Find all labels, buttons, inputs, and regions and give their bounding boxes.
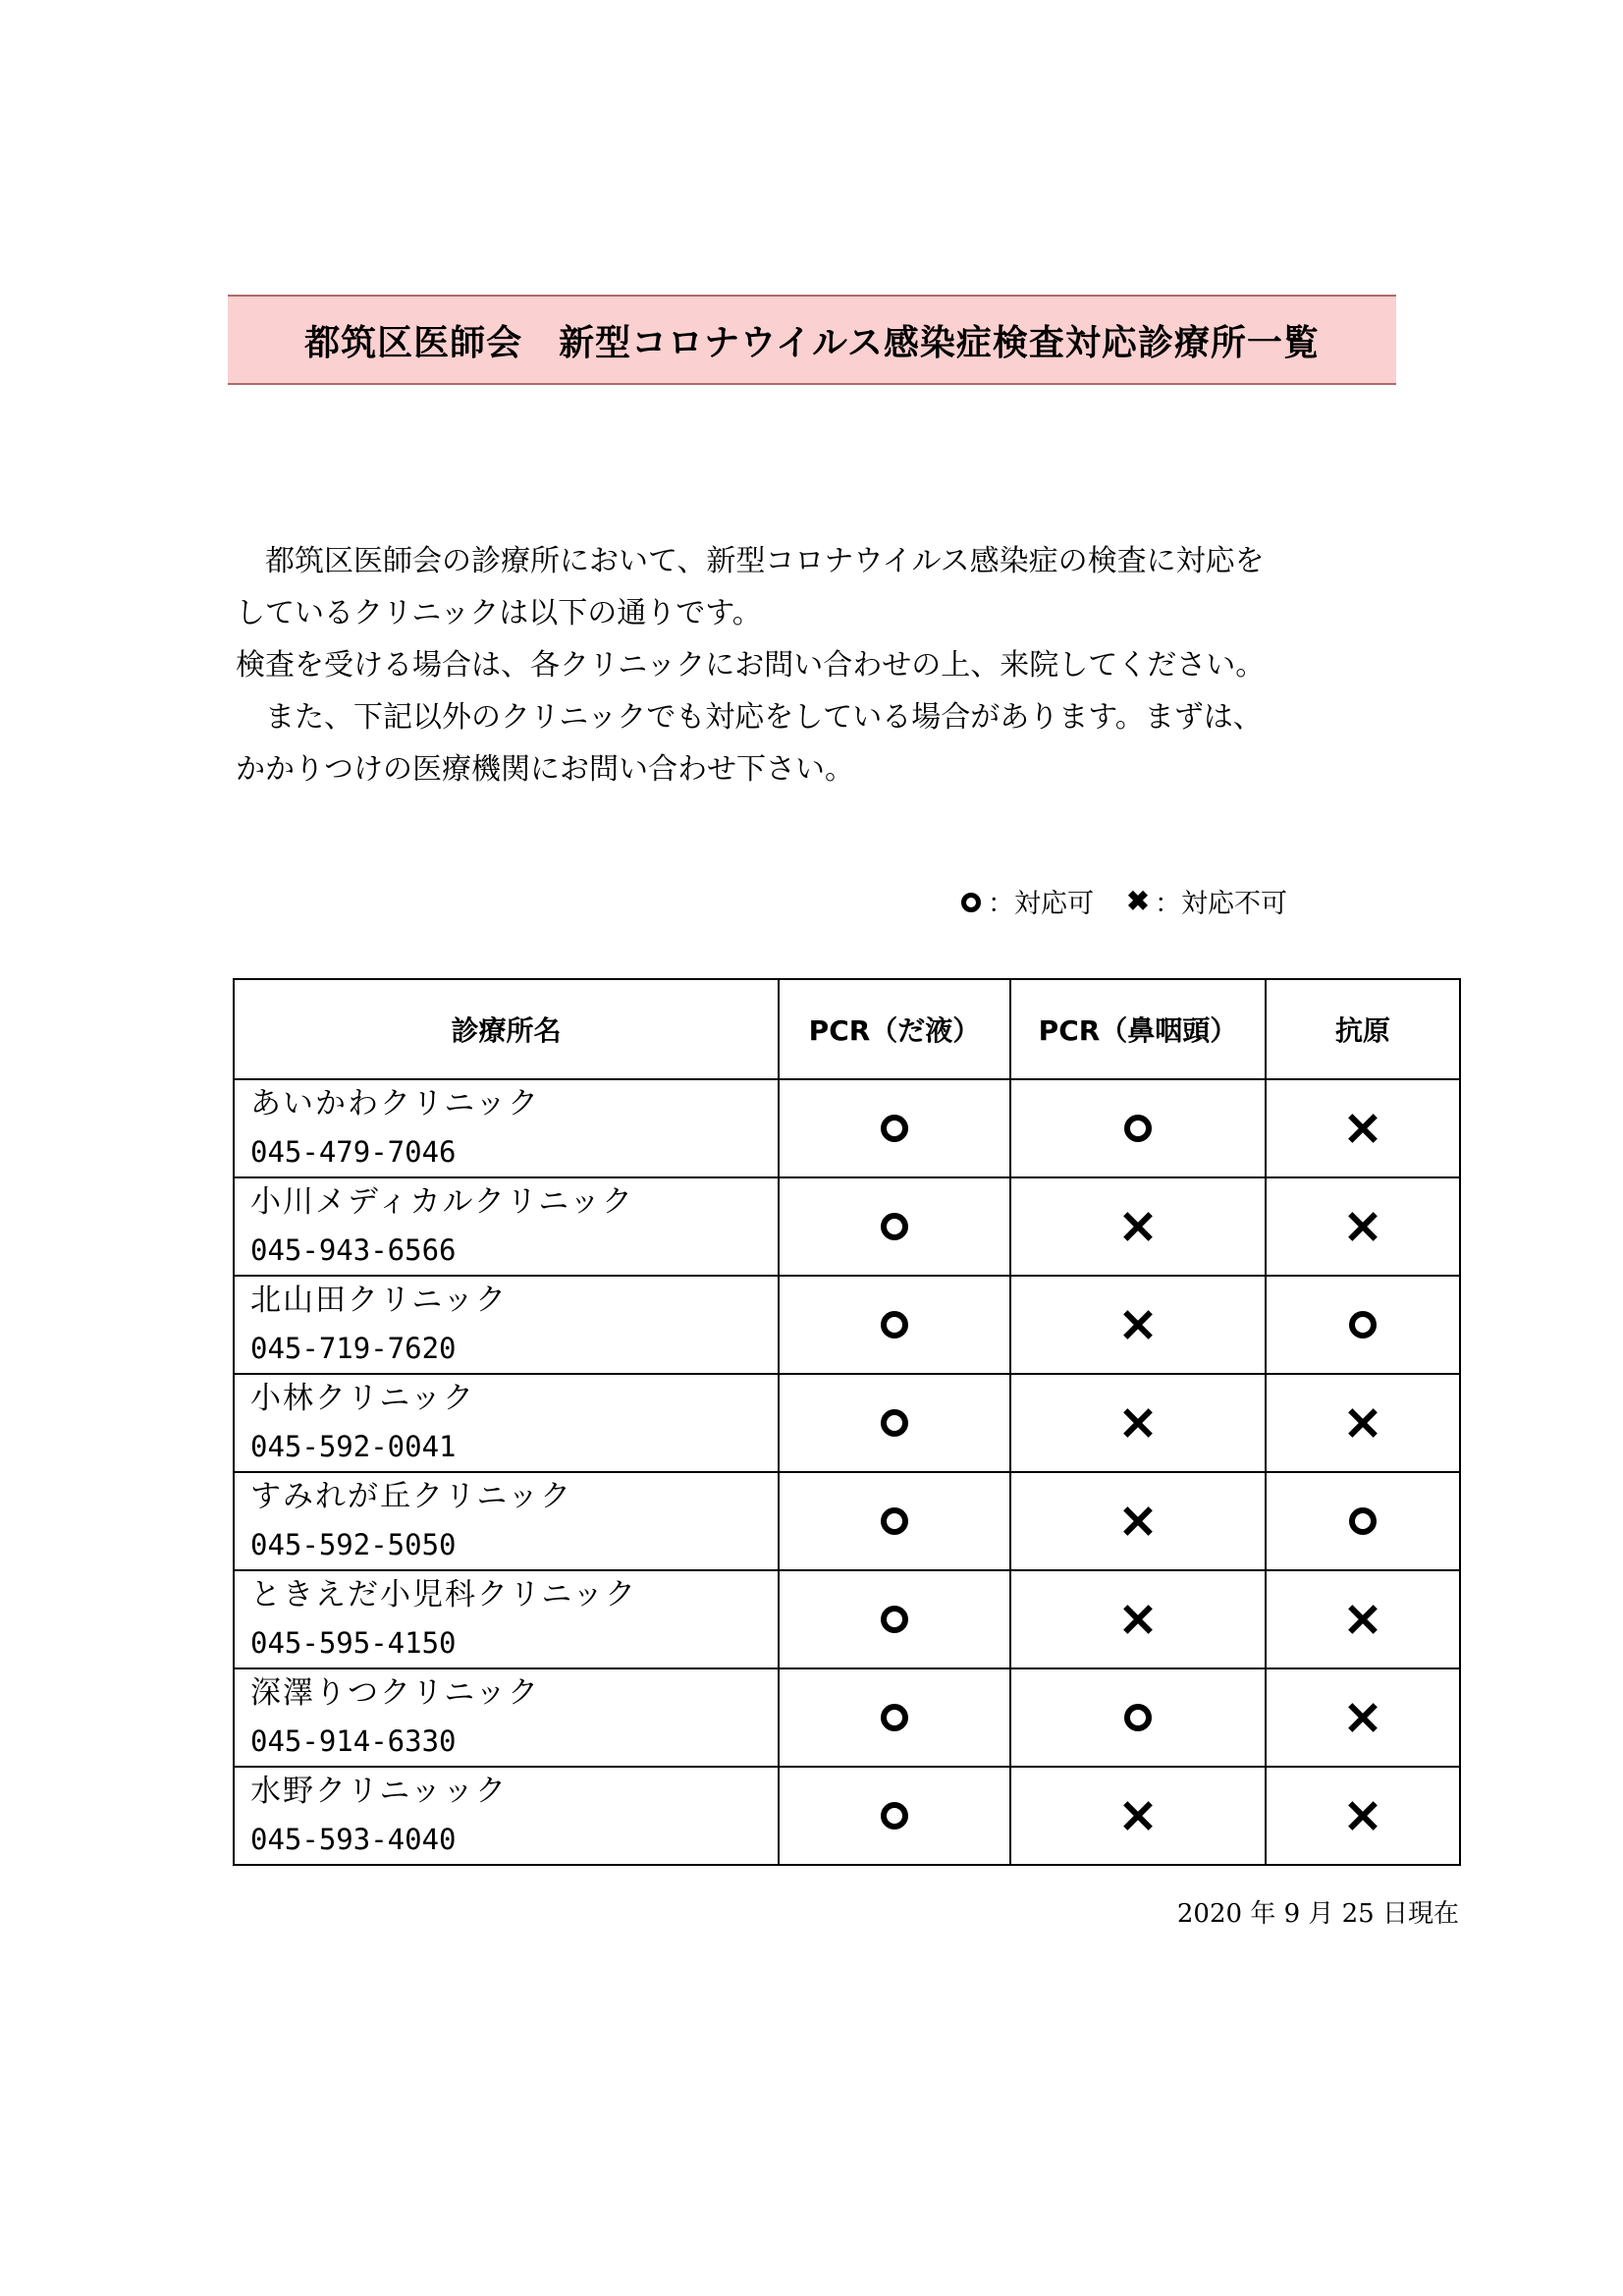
circle-icon: [881, 1409, 908, 1437]
circle-icon: [1124, 1704, 1152, 1731]
clinic-phone: 045-914-6330: [250, 1724, 457, 1758]
cell-antigen: [1266, 1668, 1460, 1767]
cell-antigen: [1266, 1374, 1460, 1472]
clinic-name: 水野クリニッック: [250, 1774, 509, 1809]
cell-pcr-nasal: [1010, 1472, 1266, 1570]
cell-antigen: [1266, 1472, 1460, 1570]
intro-line: 都筑区医師会の診療所において、新型コロナウイルス感染症の検査に対応を: [236, 544, 1265, 578]
clinic-phone: 045-719-7620: [250, 1332, 457, 1365]
clinic-name: 深澤りつクリニック: [250, 1675, 541, 1711]
cell-pcr-nasal: [1010, 1668, 1266, 1767]
clinic-name: ときえだ小児科クリニック: [250, 1577, 638, 1613]
cross-icon: [1123, 1212, 1153, 1241]
circle-icon: [1124, 1115, 1152, 1142]
cross-icon: [1123, 1801, 1153, 1831]
cell-antigen: [1266, 1177, 1460, 1276]
clinic-name: あいかわクリニック: [250, 1086, 541, 1121]
cell-pcr-saliva: [779, 1177, 1010, 1276]
legend-ng-label: ：対応不可: [1155, 889, 1287, 919]
intro-line: しているクリニックは以下の通りです。: [236, 596, 762, 630]
cell-pcr-saliva: [779, 1276, 1010, 1374]
cell-pcr-nasal: [1010, 1079, 1266, 1177]
cell-pcr-saliva: [779, 1668, 1010, 1767]
table-row: [234, 1570, 1460, 1668]
clinic-cell: [234, 1767, 779, 1865]
cell-pcr-saliva: [779, 1374, 1010, 1472]
circle-icon: [881, 1213, 908, 1240]
cross-icon: ✖: [1126, 885, 1150, 917]
cross-icon: [1348, 1605, 1378, 1634]
clinic-table: [233, 978, 1461, 1866]
cell-antigen: [1266, 1079, 1460, 1177]
table-row: [234, 1079, 1460, 1177]
clinic-cell: [234, 1570, 779, 1668]
intro-line: かかりつけの医療機関にお問い合わせ下さい。: [236, 752, 854, 787]
clinic-name: すみれが丘クリニック: [250, 1479, 573, 1514]
cell-antigen: [1266, 1276, 1460, 1374]
circle-icon: [881, 1606, 908, 1633]
table-row: [234, 1668, 1460, 1767]
legend-ok-label: ：対応可: [988, 889, 1094, 919]
circle-icon: [954, 886, 988, 916]
clinic-phone: 045-943-6566: [250, 1233, 457, 1267]
cell-pcr-saliva: [779, 1767, 1010, 1865]
header-clinic-name: 診療所名: [234, 979, 779, 1079]
clinic-name: 小川メディカルクリニック: [250, 1184, 635, 1220]
cell-antigen: [1266, 1767, 1460, 1865]
intro-line: また、下記以外のクリニックでも対応をしている場合があります。まずは、: [236, 700, 1263, 735]
header-antigen: 抗原: [1266, 979, 1460, 1079]
clinic-phone: 045-479-7046: [250, 1135, 457, 1169]
title-banner: [228, 295, 1396, 385]
cell-pcr-nasal: [1010, 1276, 1266, 1374]
clinic-cell: [234, 1177, 779, 1276]
cell-pcr-saliva: [779, 1079, 1010, 1177]
clinic-phone: 045-592-0041: [250, 1430, 457, 1463]
cell-pcr-nasal: [1010, 1177, 1266, 1276]
cell-pcr-nasal: [1010, 1767, 1266, 1865]
circle-icon: [1349, 1311, 1377, 1339]
page-title: 都筑区医師会 新型コロナウイルス感染症検査対応診療所一覧: [304, 322, 1320, 363]
circle-icon: [881, 1311, 908, 1339]
as-of-date: 2020 年 9 月 25 日現在: [1176, 1899, 1459, 1929]
clinic-name: 小林クリニック: [250, 1381, 476, 1416]
table-row: [234, 1767, 1460, 1865]
table-row: [234, 1472, 1460, 1570]
cross-icon: [1123, 1605, 1153, 1634]
cell-pcr-nasal: [1010, 1570, 1266, 1668]
clinic-cell: [234, 1374, 779, 1472]
table-row: [234, 1177, 1460, 1276]
clinic-name: 北山田クリニック: [250, 1283, 509, 1318]
cell-pcr-saliva: [779, 1472, 1010, 1570]
clinic-cell: [234, 1472, 779, 1570]
cross-icon: [1348, 1703, 1378, 1732]
clinic-cell: [234, 1276, 779, 1374]
clinic-cell: [234, 1668, 779, 1767]
table-row: [234, 1276, 1460, 1374]
cross-icon: [1348, 1408, 1378, 1438]
circle-icon: [881, 1802, 908, 1830]
table-row: [234, 1374, 1460, 1472]
cell-pcr-saliva: [779, 1570, 1010, 1668]
cross-icon: [1348, 1114, 1378, 1143]
table-header-row: [234, 979, 1460, 1079]
cross-icon: [1123, 1506, 1153, 1536]
circle-icon: [881, 1115, 908, 1142]
clinic-phone: 045-592-5050: [250, 1528, 457, 1561]
intro-line: 検査を受ける場合は、各クリニックにお問い合わせの上、来院してください。: [236, 648, 1266, 683]
cross-icon: [1348, 1212, 1378, 1241]
cell-pcr-nasal: [1010, 1374, 1266, 1472]
circle-icon: [881, 1704, 908, 1731]
intro-paragraph: [236, 535, 1414, 795]
clinic-phone: 045-593-4040: [250, 1823, 457, 1856]
clinic-phone: 045-595-4150: [250, 1626, 457, 1660]
clinic-cell: [234, 1079, 779, 1177]
cross-icon: [1348, 1801, 1378, 1831]
header-pcr-saliva: PCR（だ液）: [779, 979, 1010, 1079]
circle-icon: [881, 1507, 908, 1535]
cross-icon: [1123, 1408, 1153, 1438]
header-pcr-nasal: PCR（鼻咽頭）: [1010, 979, 1266, 1079]
cross-icon: [1123, 1310, 1153, 1339]
legend: [954, 882, 1287, 920]
cell-antigen: [1266, 1570, 1460, 1668]
circle-icon: [1349, 1507, 1377, 1535]
